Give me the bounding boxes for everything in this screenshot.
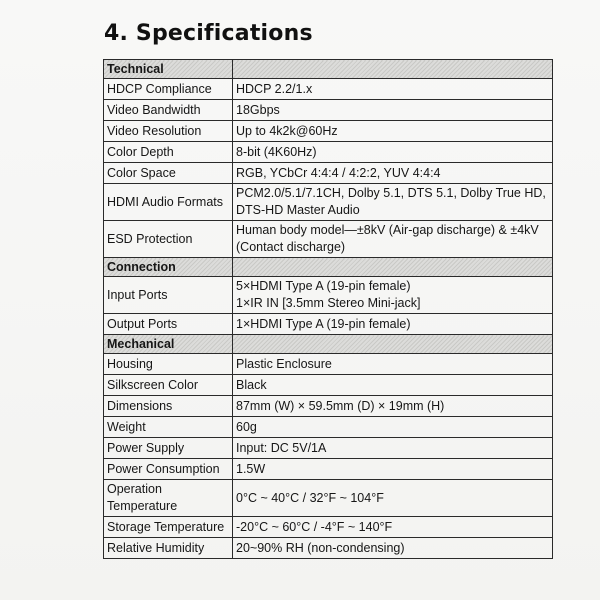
specifications-table [103,59,553,559]
table-row [104,538,553,559]
table-row [104,121,553,142]
spec-label: Dimensions [104,396,233,417]
table-row [104,438,553,459]
table-row [104,354,553,375]
section-header-mechanical [104,335,553,354]
table-row [104,417,553,438]
spec-label: Color Space [104,163,233,184]
spec-label: Video Resolution [104,121,233,142]
spec-label: Color Depth [104,142,233,163]
spec-label: Output Ports [104,314,233,335]
table-row [104,517,553,538]
spec-value: 8-bit (4K60Hz) [233,142,553,163]
section-header-fill [233,60,553,79]
spec-value: -20°C ~ 60°C / -4°F ~ 140°F [233,517,553,538]
table-row [104,221,553,258]
table-row [104,100,553,121]
table-row [104,277,553,314]
spec-value: Up to 4k2k@60Hz [233,121,553,142]
spec-label: ESD Protection [104,221,233,258]
spec-label: Silkscreen Color [104,375,233,396]
spec-label: Operation Temperature [104,480,233,517]
spec-label: Housing [104,354,233,375]
spec-label: Input Ports [104,277,233,314]
spec-value: Input: DC 5V/1A [233,438,553,459]
spec-value [233,277,553,314]
spec-label: HDMI Audio Formats [104,184,233,221]
spec-value: 0°C ~ 40°C / 32°F ~ 104°F [233,480,553,517]
spec-value-line: 5×HDMI Type A (19-pin female) [236,279,411,293]
spec-label: Power Consumption [104,459,233,480]
section-title: Technical [104,60,233,79]
spec-value: 1.5W [233,459,553,480]
table-row [104,79,553,100]
table-row [104,480,553,517]
spec-value: 20~90% RH (non-condensing) [233,538,553,559]
section-title: Connection [104,258,233,277]
table-row [104,459,553,480]
spec-value: 18Gbps [233,100,553,121]
table-row [104,142,553,163]
spec-value: Black [233,375,553,396]
table-row [104,163,553,184]
spec-label: HDCP Compliance [104,79,233,100]
spec-value: 60g [233,417,553,438]
spec-value-line: 1×IR IN [3.5mm Stereo Mini-jack] [236,296,421,310]
spec-value: Plastic Enclosure [233,354,553,375]
spec-value: HDCP 2.2/1.x [233,79,553,100]
spec-value: 87mm (W) × 59.5mm (D) × 19mm (H) [233,396,553,417]
spec-label: Weight [104,417,233,438]
section-title: Mechanical [104,335,233,354]
spec-value: RGB, YCbCr 4:4:4 / 4:2:2, YUV 4:4:4 [233,163,553,184]
section-header-technical [104,60,553,79]
spec-label: Video Bandwidth [104,100,233,121]
table-row [104,375,553,396]
spec-label: Storage Temperature [104,517,233,538]
section-header-fill [233,335,553,354]
table-row [104,314,553,335]
spec-value: Human body model—±8kV (Air-gap discharge) & ±4kV (Contact discharge) [233,221,553,258]
page-title: 4. Specifications [104,21,313,46]
spec-value: 1×HDMI Type A (19-pin female) [233,314,553,335]
table-row [104,184,553,221]
section-header-fill [233,258,553,277]
section-header-connection [104,258,553,277]
spec-value: PCM2.0/5.1/7.1CH, Dolby 5.1, DTS 5.1, Dolby True HD, DTS-HD Master Audio [233,184,553,221]
spec-label: Power Supply [104,438,233,459]
table-row [104,396,553,417]
spec-label: Relative Humidity [104,538,233,559]
